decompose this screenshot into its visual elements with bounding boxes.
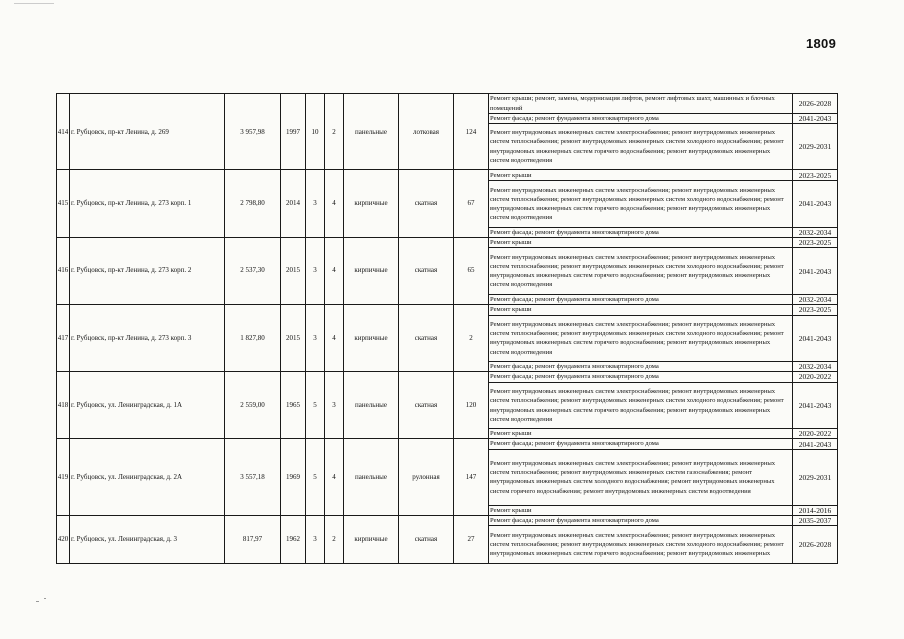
floors-cell: 3 — [306, 515, 325, 563]
work-name — [489, 181, 793, 227]
work-name — [489, 238, 793, 248]
work-period: 2029-2031 — [798, 472, 832, 482]
entrances-cell: 4 — [325, 237, 344, 304]
work-name-text: Ремонт внутридомовых инженерных систем электроснабжения; ремонт внутридомовых инженерных систем теплоснабжения; ремонт внутридомовых инженерных систем холодного водоснабжения; ремонт внутридомовых инженерных систем горячего водоснабжения; ремонт внутридомовых инженерных систем водоотведения — [490, 253, 784, 289]
works-cell — [489, 371, 838, 438]
floors-cell: 3 — [306, 237, 325, 304]
works-cell — [489, 515, 838, 563]
work-item — [489, 505, 837, 515]
wall-material-cell: кирпичные — [344, 170, 399, 237]
table-row — [57, 371, 838, 438]
work-name — [489, 439, 793, 449]
apartments-cell: 120 — [454, 371, 489, 438]
work-period: 2023-2025 — [798, 305, 832, 315]
work-period: 2032-2034 — [798, 227, 832, 237]
work-name — [489, 450, 793, 505]
work-name-text: Ремонт фасада; ремонт фундамента многоквартирного дома — [490, 228, 659, 236]
floors-cell: 10 — [306, 94, 325, 170]
work-name-text: Ремонт внутридомовых инженерных систем электроснабжения; ремонт внутридомовых инженерных систем теплоснабжения; ремонт внутридомовых инженерных систем холодного водоснабжения; ремонт внутридомовых инженерных систем горячего водоснабжения; ремонт внутридомовых инженерных систем водоотведения — [490, 388, 784, 423]
work-item — [489, 180, 837, 227]
row-number: 420 — [57, 515, 70, 563]
work-period: 2023-2025 — [798, 237, 832, 247]
work-item — [489, 516, 837, 526]
works-cell — [489, 94, 838, 170]
table-row — [57, 515, 838, 563]
work-item — [489, 294, 837, 304]
work-item — [489, 94, 837, 113]
roof-type-cell: скатная — [399, 304, 454, 371]
address-cell: г. Рубцовск, пр-кт Ленина, д. 273 корп. 3 — [70, 304, 225, 371]
work-name-text: Ремонт крыши — [490, 506, 532, 514]
work-name-text: Ремонт крыши — [490, 171, 532, 179]
work-name-text: Ремонт крыши — [490, 430, 532, 438]
floors-cell: 3 — [306, 170, 325, 237]
work-period: 2032-2034 — [798, 294, 832, 304]
work-name — [489, 372, 793, 382]
work-item — [489, 238, 837, 248]
area-cell: 2 798,80 — [225, 170, 281, 237]
work-name-text: Ремонт фасада; ремонт фундамента многоквартирного дома — [490, 516, 659, 524]
table-row — [57, 304, 838, 371]
wall-material-cell: панельные — [344, 371, 399, 438]
row-number: 416 — [57, 237, 70, 304]
scan-speck — [36, 601, 39, 602]
apartments-cell: 2 — [454, 304, 489, 371]
work-period: 2041-2043 — [798, 439, 832, 449]
entrances-cell: 2 — [325, 515, 344, 563]
work-name-text: Ремонт внутридомовых инженерных систем электроснабжения; ремонт внутридомовых инженерных систем теплоснабжения; ремонт внутридомовых инженерных систем газоснабжения; ремонт внутридомовых инженерных систем холодного водоснабжения; ремонт внутридомовых инженерных систем горячего водоснабжения; ремонт внутридомовых инженерных систем водоотведения — [490, 459, 776, 495]
area-cell: 817,97 — [225, 515, 281, 563]
work-period: 2032-2034 — [798, 362, 832, 372]
apartments-cell: 65 — [454, 237, 489, 304]
year-cell: 1965 — [281, 371, 306, 438]
wall-material-cell: панельные — [344, 94, 399, 170]
capital-repair-table — [56, 93, 838, 564]
work-period: 2041-2043 — [798, 266, 832, 276]
entrances-cell: 3 — [325, 371, 344, 438]
work-item — [489, 382, 837, 429]
floors-cell: 5 — [306, 439, 325, 515]
work-name — [489, 305, 793, 315]
scan-speck — [14, 3, 54, 4]
area-cell: 3 957,98 — [225, 94, 281, 170]
work-period: 2020-2022 — [798, 372, 832, 382]
table-row — [57, 439, 838, 515]
work-name-text: Ремонт фасада; ремонт фундамента многоквартирного дома — [490, 373, 659, 381]
works-list — [489, 305, 837, 371]
work-name-text: Ремонт крыши — [490, 306, 532, 314]
apartments-cell: 147 — [454, 439, 489, 515]
roof-type-cell: скатная — [399, 237, 454, 304]
work-name-text: Ремонт внутридомовых инженерных систем электроснабжения; ремонт внутридомовых инженерных систем теплоснабжения; ремонт внутридомовых инженерных систем холодного водоснабжения; ремонт внутридомовых инженерных систем горячего водоснабжения; ремонт внутридомовых инженерных — [490, 531, 784, 558]
work-name-text: Ремонт крыши — [490, 238, 532, 246]
work-period: 2041-2043 — [798, 401, 832, 411]
work-period: 2035-2037 — [798, 515, 832, 525]
work-item — [489, 113, 837, 123]
work-name — [489, 228, 793, 237]
work-item — [489, 170, 837, 180]
area-cell: 2 559,00 — [225, 371, 281, 438]
works-cell — [489, 237, 838, 304]
apartments-cell: 67 — [454, 170, 489, 237]
work-item — [489, 123, 837, 170]
work-name-text: Ремонт крыши; ремонт, замена, модернизация лифтов, ремонт лифтовых шахт, машинных и блочных помещений — [490, 95, 775, 112]
address-cell: г. Рубцовск, пр-кт Ленина, д. 273 корп. 1 — [70, 170, 225, 237]
entrances-cell: 4 — [325, 439, 344, 515]
floors-cell: 5 — [306, 371, 325, 438]
scan-speck — [44, 598, 46, 599]
work-name — [489, 506, 793, 515]
work-name-text: Ремонт внутридомовых инженерных систем электроснабжения; ремонт внутридомовых инженерных систем теплоснабжения; ремонт внутридомовых инженерных систем холодного водоснабжения; ремонт внутридомовых инженерных систем горячего водоснабжения; ремонт внутридомовых инженерных систем водоотведения — [490, 129, 784, 164]
wall-material-cell: кирпичные — [344, 237, 399, 304]
year-cell: 1962 — [281, 515, 306, 563]
work-name — [489, 383, 793, 429]
work-name — [489, 516, 793, 526]
works-list — [489, 170, 837, 236]
work-item — [489, 315, 837, 362]
works-list — [489, 94, 837, 169]
work-item — [489, 247, 837, 294]
address-cell: г. Рубцовск, пр-кт Ленина, д. 273 корп. 2 — [70, 237, 225, 304]
work-item — [489, 305, 837, 315]
area-cell: 3 557,18 — [225, 439, 281, 515]
row-number: 415 — [57, 170, 70, 237]
work-name — [489, 94, 793, 113]
page-number: 1809 — [806, 36, 837, 51]
work-period: 2041-2043 — [798, 333, 832, 343]
roof-type-cell: скатная — [399, 371, 454, 438]
work-name-text: Ремонт фасада; ремонт фундамента многоквартирного дома — [490, 440, 659, 448]
work-name-text: Ремонт фасада; ремонт фундамента многоквартирного дома — [490, 295, 659, 303]
works-cell — [489, 304, 838, 371]
work-period: 2026-2028 — [798, 99, 832, 108]
work-name-text: Ремонт внутридомовых инженерных систем электроснабжения; ремонт внутридомовых инженерных систем теплоснабжения; ремонт внутридомовых инженерных систем холодного водоснабжения; ремонт внутридомовых инженерных систем горячего водоснабжения; ремонт внутридомовых инженерных систем водоотведения — [490, 320, 784, 356]
work-item — [489, 525, 837, 562]
entrances-cell: 2 — [325, 94, 344, 170]
wall-material-cell: кирпичные — [344, 304, 399, 371]
work-name-text: Ремонт внутридомовых инженерных систем электроснабжения; ремонт внутридомовых инженерных систем теплоснабжения; ремонт внутридомовых инженерных систем холодного водоснабжения; ремонт внутридомовых инженерных систем горячего водоснабжения; ремонт внутридомовых инженерных систем водоотведения — [490, 186, 784, 222]
work-name-text: Ремонт фасада; ремонт фундамента многоквартирного дома — [490, 114, 659, 122]
works-list — [489, 372, 837, 438]
apartments-cell: 27 — [454, 515, 489, 563]
works-list — [489, 516, 837, 563]
table-row — [57, 94, 838, 170]
works-cell — [489, 439, 838, 515]
area-cell: 2 537,30 — [225, 237, 281, 304]
works-list — [489, 238, 837, 304]
work-period: 2029-2031 — [798, 142, 832, 152]
work-item — [489, 361, 837, 371]
entrances-cell: 4 — [325, 304, 344, 371]
work-item — [489, 428, 837, 438]
work-name — [489, 429, 793, 438]
work-item — [489, 227, 837, 237]
entrances-cell: 4 — [325, 170, 344, 237]
floors-cell: 3 — [306, 304, 325, 371]
work-item — [489, 449, 837, 505]
address-cell: г. Рубцовск, ул. Ленинградская, д. 2А — [70, 439, 225, 515]
works-list — [489, 439, 837, 514]
work-period: 2041-2043 — [798, 113, 832, 123]
work-period: 2026-2028 — [798, 540, 832, 550]
roof-type-cell: скатная — [399, 170, 454, 237]
row-number: 414 — [57, 94, 70, 170]
area-cell: 1 827,80 — [225, 304, 281, 371]
year-cell: 1969 — [281, 439, 306, 515]
works-cell — [489, 170, 838, 237]
table-row — [57, 237, 838, 304]
work-name — [489, 316, 793, 362]
address-cell: г. Рубцовск, ул. Ленинградская, д. 3 — [70, 515, 225, 563]
roof-type-cell: рулонная — [399, 439, 454, 515]
year-cell: 2014 — [281, 170, 306, 237]
row-number: 418 — [57, 371, 70, 438]
work-period: 2014-2016 — [798, 505, 832, 515]
year-cell: 1997 — [281, 94, 306, 170]
work-name — [489, 295, 793, 304]
work-name — [489, 362, 793, 371]
roof-type-cell: лотковая — [399, 94, 454, 170]
work-name — [489, 124, 793, 170]
row-number: 417 — [57, 304, 70, 371]
work-period: 2020-2022 — [798, 429, 832, 439]
work-item — [489, 439, 837, 449]
wall-material-cell: панельные — [344, 439, 399, 515]
work-name — [489, 526, 793, 562]
work-item — [489, 372, 837, 382]
row-number: 419 — [57, 439, 70, 515]
work-name — [489, 170, 793, 180]
year-cell: 2015 — [281, 237, 306, 304]
work-name-text: Ремонт фасада; ремонт фундамента многоквартирного дома — [490, 362, 659, 370]
roof-type-cell: скатная — [399, 515, 454, 563]
year-cell: 2015 — [281, 304, 306, 371]
work-period: 2041-2043 — [798, 199, 832, 209]
wall-material-cell: кирпичные — [344, 515, 399, 563]
work-name — [489, 248, 793, 294]
work-period: 2023-2025 — [798, 170, 832, 180]
address-cell: г. Рубцовск, ул. Ленинградская, д. 1А — [70, 371, 225, 438]
table-row — [57, 170, 838, 237]
address-cell: г. Рубцовск, пр-кт Ленина, д. 269 — [70, 94, 225, 170]
work-name — [489, 114, 793, 123]
apartments-cell: 124 — [454, 94, 489, 170]
